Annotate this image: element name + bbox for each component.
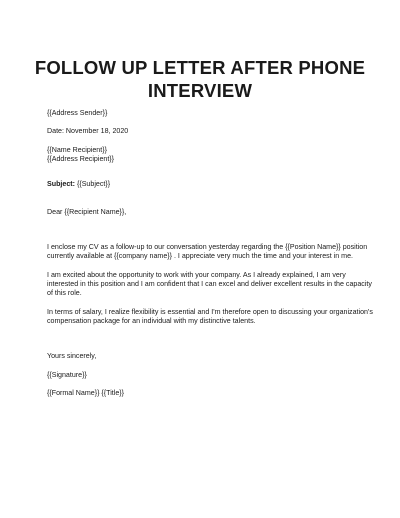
subject-value: {{Subject}} [74,180,111,188]
address-sender: {{Address Sender}} [47,109,108,117]
paragraph-3-line-1: In terms of salary, I realize flexibility is essential and I'm therefore open to discussing your organization's [47,308,373,316]
paragraph-2-line-1: I am excited about the opportunity to work with your company. As I already explained, I am very [47,271,346,279]
document-title-line-2: INTERVIEW [147,80,253,101]
letter-date: Date: November 18, 2020 [47,127,129,135]
signature: {{Signature}} [47,371,87,379]
closing: Yours sincerely, [47,352,97,360]
subject-label: Subject: [47,180,75,188]
paragraph-2-line-3: of this role. [47,289,82,297]
name-recipient: {{Name Recipient}} [47,146,107,154]
subject-line [47,180,110,189]
salutation: Dear {{Recipient Name}}, [47,208,127,216]
paragraph-3-line-2: compensation package for an individual with my distinctive talents. [47,317,256,325]
paragraph-1-line-1: I enclose my CV as a follow-up to our conversation yesterday regarding the {{Position Name}} position [47,243,368,251]
document-title-line-1: FOLLOW UP LETTER AFTER PHONE [34,57,366,78]
formal-name-title: {{Formal Name}} {{Title}} [47,389,125,397]
address-recipient: {{Address Recipient}} [47,155,115,163]
paragraph-1-line-2: currently available at {{company name}} . I appreciate very much the time and your interest in me. [47,252,353,260]
paragraph-2-line-2: interested in this position and I am confident that I can excel and deliver excellent results in the capacity [47,280,372,288]
